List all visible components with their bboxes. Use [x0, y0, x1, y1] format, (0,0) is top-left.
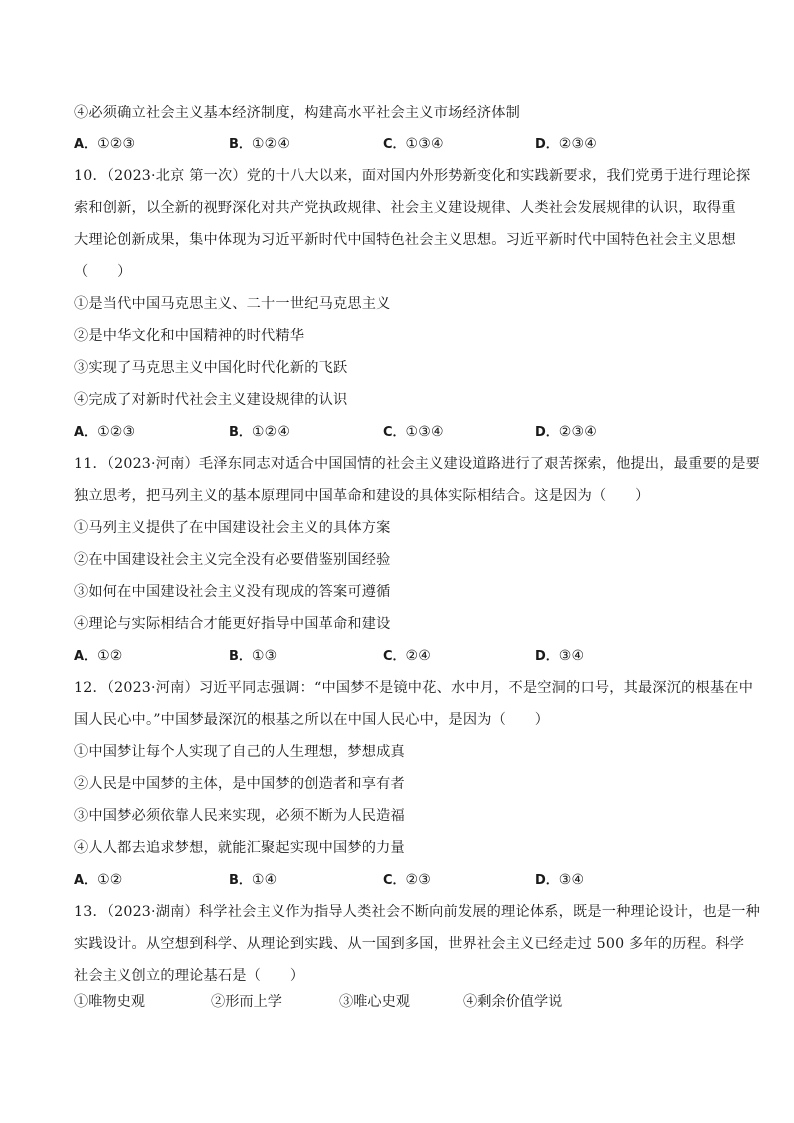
q12-option-a-key: A． [74, 873, 98, 888]
q12-option-item-3: ③中国梦必须依靠人民来实现，必须不断为人民造福 [74, 808, 405, 824]
q13-stem-line-1 [74, 902, 761, 922]
q13-option-item-3: ③唯心史观 [339, 994, 410, 1010]
q11-option-item-1: ①马列主义提供了在中国建设社会主义的具体方案 [74, 520, 391, 536]
q11-stem-line-1 [74, 454, 761, 474]
q9-option-a-key: A． [74, 137, 98, 152]
q11-option-c: ②④ [405, 648, 431, 664]
q11-option-item-2: ②在中国建设社会主义完全没有必要借鉴别国经验 [74, 552, 391, 568]
q10-option-item-3: ③实现了马克思主义中国化时代化新的飞跃 [74, 360, 348, 376]
q9-option-b: ①②④ [251, 136, 291, 152]
q12-option-c-key: C． [383, 873, 406, 888]
q11-option-b-key: B． [229, 649, 252, 664]
q9-option-d: ②③④ [558, 136, 597, 152]
q10-stem-line-3: 大理论创新成果，集中体现为习近平新时代中国特色社会主义思想。习近平新时代中国特色社会主义思想 [74, 232, 736, 248]
q10-answer-blank: （ ） [74, 264, 132, 280]
q13-stem-line-3: 社会主义创立的理论基石是（ ） [74, 968, 305, 984]
q12-option-item-4: ④人人都去追求梦想，就能汇聚起实现中国梦的力量 [74, 840, 405, 856]
q13-option-item-1: ①唯物史观 [74, 994, 145, 1010]
q12-stem-line-1 [74, 678, 754, 698]
q9-option-d-key: D． [535, 137, 559, 152]
q10-option-item-4: ④完成了对新时代社会主义建设规律的认识 [74, 392, 348, 408]
q9-option-c-key: C． [383, 137, 406, 152]
q12-source: （2023·河南） [106, 680, 199, 696]
q12-option-d: ③④ [558, 872, 585, 888]
q11-option-d: ③④ [558, 648, 585, 664]
q13-source: （2023·湖南） [106, 904, 199, 920]
q12-stem-text-1: 习近平同志强调：“中国梦不是镜中花、水中月，不是空洞的口号，其最深沉的根基在中 [198, 680, 754, 696]
q12-option-d-key: D． [535, 873, 559, 888]
q13-stem-line-2: 实践设计。从空想到科学、从理论到实践、从一国到多国，世界社会主义已经走过 500 多年的历程。科学 [74, 936, 745, 952]
q10-option-d: ②③④ [558, 424, 597, 440]
q11-option-a-key: A． [74, 649, 98, 664]
q12-option-b: ①④ [251, 872, 278, 888]
q12-stem-line-2: 国人民心中。”中国梦最深沉的根基之所以在中国人民心中，是因为（ ） [74, 712, 550, 728]
q13-option-item-4: ④剩余价值学说 [463, 994, 563, 1010]
q10-option-c: ①③④ [405, 424, 444, 440]
q10-option-item-2: ②是中华文化和中国精神的时代精华 [74, 328, 305, 344]
q10-option-c-key: C． [383, 425, 406, 440]
q11-option-b: ①③ [251, 648, 278, 664]
q11-number: 11． [74, 456, 107, 472]
q12-option-c: ②③ [405, 872, 431, 888]
q10-source: （2023·北京 第一次） [106, 168, 247, 184]
q10-stem-line-1 [74, 166, 751, 186]
q13-stem-text-1: 科学社会主义作为指导人类社会不断向前发展的理论体系，既是一种理论设计，也是一种 [198, 904, 761, 920]
q11-option-d-key: D． [535, 649, 559, 664]
q10-option-item-1: ①是当代中国马克思主义、二十一世纪马克思主义 [74, 296, 391, 312]
q11-stem-line-2: 独立思考，把马列主义的基本原理同中国革命和建设的具体实际相结合。这是因为（ ） [74, 488, 650, 504]
q10-option-a-key: A． [74, 425, 98, 440]
q11-option-item-3: ③如何在中国建设社会主义没有现成的答案可遵循 [74, 584, 391, 600]
q9-option-b-key: B． [229, 137, 252, 152]
q10-number: 10． [74, 168, 107, 184]
q10-option-b-key: B． [229, 425, 252, 440]
q12-option-item-2: ②人民是中国梦的主体，是中国梦的创造者和享有者 [74, 776, 405, 792]
q10-stem-line-2: 索和创新，以全新的视野深化对共产党执政规律、社会主义建设规律、人类社会发展规律的认识，取得重 [74, 200, 736, 216]
q9-option-item-4: ④必须确立社会主义基本经济制度，构建高水平社会主义市场经济体制 [74, 105, 521, 121]
q13-number: 13． [74, 904, 107, 920]
q11-stem-text-1: 毛泽东同志对适合中国国情的社会主义建设道路进行了艰苦探索，他提出，最重要的是要 [198, 456, 761, 472]
q9-option-c: ①③④ [405, 136, 444, 152]
q11-option-a: ①② [97, 648, 123, 664]
q13-option-item-2: ②形而上学 [211, 994, 282, 1010]
q10-stem-text-1: 党的十八大以来，面对国内外形势新变化和实践新要求，我们党勇于进行理论探 [246, 168, 751, 184]
q11-source: （2023·河南） [106, 456, 199, 472]
q12-option-b-key: B． [229, 873, 252, 888]
q10-option-b: ①②④ [251, 424, 291, 440]
q11-option-c-key: C． [383, 649, 406, 664]
q10-option-d-key: D． [535, 425, 559, 440]
q12-option-item-1: ①中国梦让每个人实现了自己的人生理想，梦想成真 [74, 744, 405, 760]
q10-option-a: ①②③ [97, 424, 136, 440]
q11-option-item-4: ④理论与实际相结合才能更好指导中国革命和建设 [74, 616, 391, 632]
q12-option-a: ①② [97, 872, 123, 888]
q9-option-a: ①②③ [97, 136, 136, 152]
q12-number: 12． [74, 680, 107, 696]
